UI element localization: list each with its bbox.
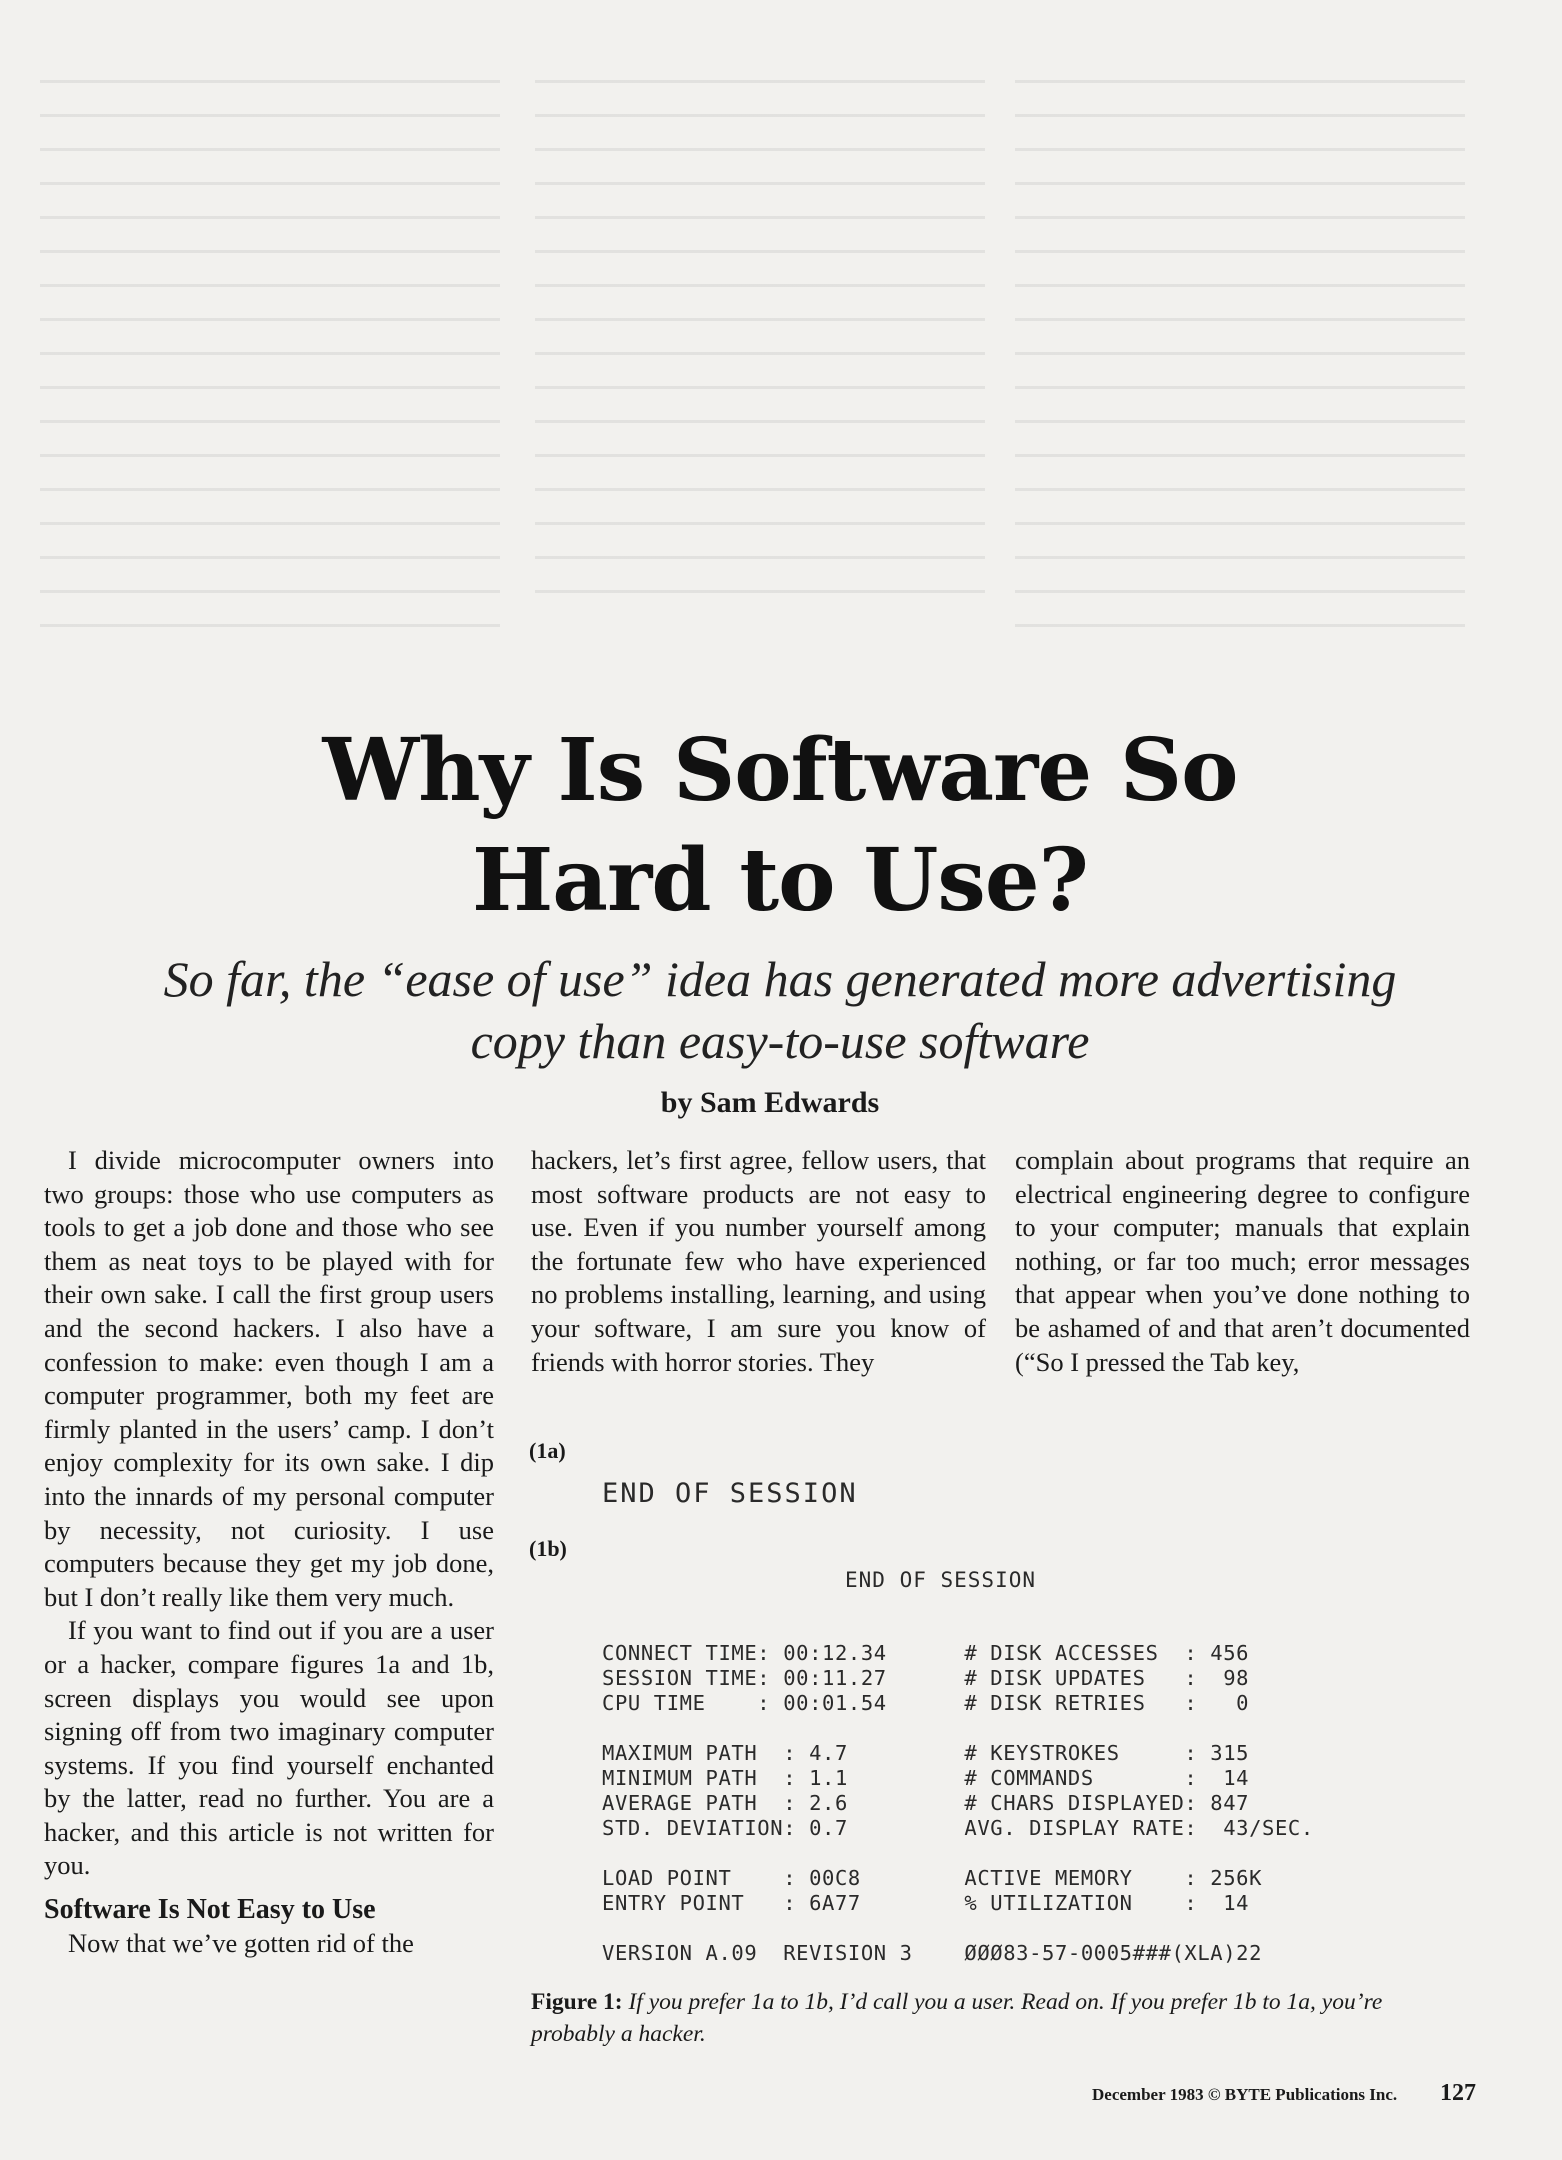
deck-line-1: So far, the “ease of use” idea has generated more advertising (163, 951, 1397, 1007)
title-line-1: Why Is Software So (322, 720, 1238, 821)
byline: by Sam Edwards (660, 1086, 880, 1119)
page-title (160, 716, 1400, 936)
column-2-paragraph-1: hackers, let’s first agree, fellow users, that most software products are not easy to use. Even if you number yourself among the fortunate few who have experienced no problems installing, learning, and using your software, I am sure you know of friends with horror stories. They (531, 1145, 986, 1377)
screen-1b-stats: CONNECT TIME: 00:12.34 # DISK ACCESSES : 456 SESSION TIME: 00:11.27 # DISK UPDATES : 98 CPU TIME : 00:01.54 # DISK RETRIES : 0 MAXIMUM PATH : 4.7 # KEYSTROKES : 315 MINIMUM PATH : 1.1 # COMMANDS : 14 AVERAGE PATH : 2.6 # CHARS DISPLAYED: 847 STD. DEVIATION: 0.7 AVG. DISPLAY RATE: 43/SEC. LOAD POINT : 00C8 ACTIVE MEMORY : 256K ENTRY POINT : 6A77 % UTILIZATION : 14 VERSION A.09 REVISION 3 ØØØ83-57-0005###(XLA)22 (602, 1641, 1314, 1965)
subtitle-deck (60, 948, 1500, 1072)
column-3-paragraph-1: complain about programs that require an electrical engineering degree to configure to your computer; manuals that explain nothing, or far too much; error messages that appear when you’ve done nothing to be ashamed of and that aren’t documented (“So I pressed the Tab key, (1015, 1145, 1470, 1377)
figure-label-1a: (1a) (529, 1438, 566, 1463)
screen-1b-title: END OF SESSION (845, 1568, 1037, 1592)
footer-credit: December 1983 © BYTE Publications Inc. (1092, 2085, 1398, 2104)
deck-line-2: copy than easy-to-use software (470, 1013, 1090, 1069)
show-through-left (40, 80, 500, 640)
show-through-right (1015, 80, 1465, 640)
column-2 (531, 1144, 986, 1379)
page-number: 127 (1440, 2080, 1476, 2106)
figure-caption (531, 1986, 1471, 2050)
caption-label: Figure 1: (531, 1989, 623, 2015)
show-through-middle (535, 80, 985, 600)
column-1-paragraph-2: If you want to find out if you are a user or a hacker, compare figures 1a and 1b, screen displays you would see upon signing off from two imaginary computer systems. If you find yourself enchanted by the latter, read no further. You are a hacker, and this article is not written for you. (44, 1615, 494, 1881)
column-1 (44, 1144, 494, 1961)
figure-label-1b: (1b) (529, 1536, 567, 1561)
column-3 (1015, 1144, 1470, 1379)
column-1-paragraph-1: I divide microcomputer owners into two groups: those who use computers as tools to get a job done and those who see them as neat toys to be played with for their own sake. I call the first group users and the second hackers. I also have a confession to make: even though I am a computer programmer, both my feet are firmly planted in the users’ camp. I don’t enjoy complexity for its own sake. I dip into the innards of my personal computer by necessity, not curiosity. I use computers because they get my job done, but I don’t really like them very much. (44, 1145, 494, 1612)
caption-text: If you prefer 1a to 1b, I’d call you a user. Read on. If you prefer 1b to 1a, you’re probably a hacker. (531, 1989, 1383, 2047)
column-1-paragraph-3: Now that we’ve gotten rid of the (68, 1928, 414, 1959)
title-line-2: Hard to Use? (472, 830, 1088, 931)
screen-1a-text: END OF SESSION (602, 1478, 858, 1509)
section-heading: Software Is Not Easy to Use (44, 1894, 376, 1926)
